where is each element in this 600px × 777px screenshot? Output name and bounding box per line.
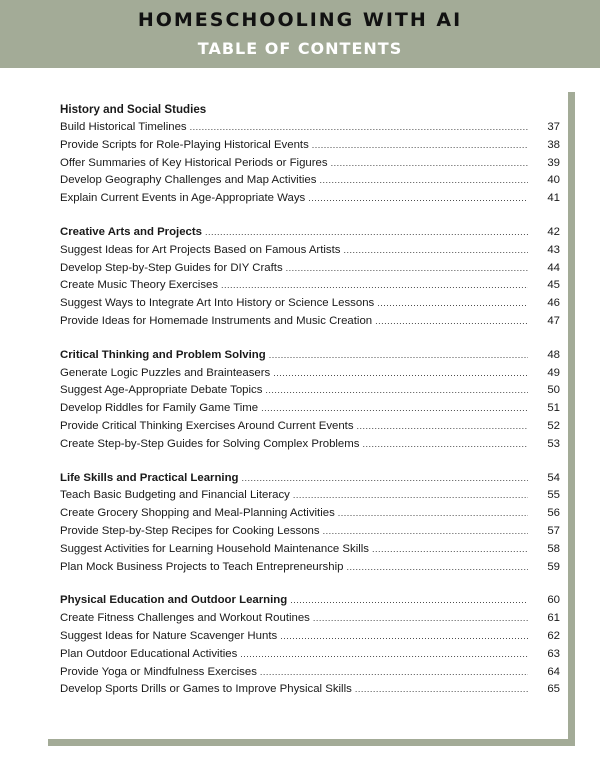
entry-title: Suggest Ways to Integrate Art Into History or Science Lessons: [60, 297, 375, 310]
page-number: 49: [547, 366, 560, 379]
entry-title: Build Historical Timelines: [60, 121, 187, 133]
table-of-contents: [60, 101, 560, 715]
page-number: 53: [547, 437, 560, 450]
entry-title: Teach Basic Budgeting and Financial Literacy: [60, 489, 290, 502]
toc-entry[interactable]: [60, 559, 560, 577]
toc-entry[interactable]: [60, 418, 560, 436]
entry-title: Suggest Activities for Learning Household Maintenance Skills: [60, 542, 369, 555]
dot-leader: [190, 119, 528, 137]
toc-section: [60, 470, 560, 577]
dot-leader: [205, 224, 528, 242]
page-shadow-right: [568, 92, 575, 746]
page-number: 57: [547, 524, 560, 537]
page-number: 55: [547, 489, 560, 502]
page-number: 40: [547, 174, 560, 187]
toc-entry[interactable]: [60, 295, 560, 313]
page-number: 47: [547, 314, 560, 327]
entry-title: Explain Current Events in Age-Appropriate Ways: [60, 192, 306, 205]
toc-entry[interactable]: [60, 628, 560, 646]
section-heading: Critical Thinking and Problem Solving: [60, 348, 266, 361]
page-number: 64: [547, 665, 560, 678]
dot-leader: [355, 681, 528, 699]
dot-leader: [312, 137, 528, 155]
entry-title: Create Music Theory Exercises: [60, 279, 219, 292]
page-shadow-bottom: [48, 739, 575, 746]
dot-leader: [240, 646, 528, 664]
document-title: HOMESCHOOLING WITH AI: [137, 9, 463, 31]
dot-leader: [290, 592, 528, 610]
dot-leader: [273, 365, 528, 383]
toc-entry[interactable]: [60, 155, 560, 173]
entry-title: Provide Step-by-Step Recipes for Cooking Lessons: [60, 524, 320, 537]
section-heading: Life Skills and Practical Learning: [60, 471, 239, 484]
page-number: 37: [547, 121, 560, 133]
document-subtitle: TABLE OF CONTENTS: [197, 39, 403, 58]
page-number: 56: [547, 507, 560, 520]
toc-entry[interactable]: [60, 646, 560, 664]
page-number: 52: [547, 419, 560, 432]
toc-section: [60, 101, 560, 208]
dot-leader: [293, 487, 528, 505]
toc-entry[interactable]: [60, 487, 560, 505]
entry-title: Generate Logic Puzzles and Brainteasers: [60, 366, 271, 379]
toc-entry[interactable]: [60, 313, 560, 331]
page-number: 45: [547, 279, 560, 292]
entry-title: Suggest Age-Appropriate Debate Topics: [60, 384, 263, 397]
toc-entry[interactable]: [60, 382, 560, 400]
dot-leader: [377, 295, 528, 313]
entry-title: Plan Outdoor Educational Activities: [60, 647, 238, 660]
toc-entry[interactable]: [60, 541, 560, 559]
toc-section: [60, 224, 560, 331]
dot-leader: [242, 470, 528, 488]
entry-title: Develop Riddles for Family Game Time: [60, 402, 259, 415]
dot-leader: [331, 155, 528, 173]
toc-entry[interactable]: [60, 119, 560, 137]
dot-leader: [261, 400, 528, 418]
page-number: 65: [547, 683, 560, 696]
page-number: 44: [547, 261, 560, 274]
toc-entry[interactable]: [60, 664, 560, 682]
dot-leader: [269, 347, 528, 365]
dot-leader: [280, 628, 528, 646]
entry-title: Offer Summaries of Key Historical Periods or Figures: [60, 156, 328, 169]
dot-leader: [343, 242, 528, 260]
page-number: 38: [547, 138, 560, 151]
dot-leader: [362, 436, 528, 454]
dot-leader: [221, 277, 528, 295]
entry-title: Create Grocery Shopping and Meal-Planning Activities: [60, 507, 335, 520]
toc-entry[interactable]: [60, 137, 560, 155]
entry-title: Suggest Ideas for Nature Scavenger Hunts: [60, 629, 278, 642]
dot-leader: [313, 610, 528, 628]
entry-title: Plan Mock Business Projects to Teach Entrepreneurship: [60, 560, 344, 573]
toc-section: [60, 592, 560, 699]
entry-title: Develop Step-by-Step Guides for DIY Crafts: [60, 261, 283, 274]
entry-title: Develop Geography Challenges and Map Activities: [60, 174, 317, 187]
page-number: 48: [547, 348, 560, 361]
dot-leader: [286, 260, 528, 278]
page-number: 42: [547, 225, 560, 238]
toc-entry[interactable]: [60, 365, 560, 383]
page-number: 41: [547, 192, 560, 205]
page-number: 54: [547, 471, 560, 484]
section-heading: Physical Education and Outdoor Learning: [60, 594, 288, 607]
dot-leader: [372, 541, 528, 559]
page-number: 60: [547, 594, 560, 607]
section-heading[interactable]: History and Social Studies: [60, 103, 207, 116]
dot-leader: [319, 172, 528, 190]
toc-entry[interactable]: [60, 436, 560, 454]
dot-leader: [338, 505, 528, 523]
dot-leader: [375, 313, 528, 331]
toc-entry[interactable]: [60, 172, 560, 190]
section-heading-entry[interactable]: [60, 224, 560, 242]
entry-title: Create Step-by-Step Guides for Solving Complex Problems: [60, 437, 360, 450]
page-number: 62: [547, 629, 560, 642]
page-number: 39: [547, 156, 560, 169]
entry-title: Suggest Ideas for Art Projects Based on Famous Artists: [60, 243, 341, 256]
toc-entry[interactable]: [60, 610, 560, 628]
dot-leader: [323, 523, 528, 541]
toc-entry[interactable]: [60, 681, 560, 699]
dot-leader: [308, 190, 528, 208]
section-heading-entry[interactable]: [60, 470, 560, 488]
header-banner: [0, 0, 600, 68]
entry-title: Develop Sports Drills or Games to Improve Physical Skills: [60, 683, 352, 696]
section-heading-entry[interactable]: [60, 347, 560, 365]
page-number: 63: [547, 647, 560, 660]
toc-entry[interactable]: [60, 400, 560, 418]
toc-entry[interactable]: [60, 505, 560, 523]
page-number: 50: [547, 384, 560, 397]
toc-entry[interactable]: [60, 277, 560, 295]
page-number: 46: [547, 297, 560, 310]
page-number: 43: [547, 243, 560, 256]
dot-leader: [357, 418, 528, 436]
entry-title: Provide Yoga or Mindfulness Exercises: [60, 665, 257, 678]
page-number: 51: [547, 402, 560, 415]
entry-title: Provide Ideas for Homemade Instruments and Music Creation: [60, 314, 373, 327]
section-heading-entry[interactable]: [60, 592, 560, 610]
page-number: 61: [547, 612, 560, 625]
dot-leader: [260, 664, 528, 682]
entry-title: Create Fitness Challenges and Workout Routines: [60, 612, 310, 625]
dot-leader: [346, 559, 528, 577]
toc-entry[interactable]: [60, 242, 560, 260]
dot-leader: [265, 382, 528, 400]
page-number: 58: [547, 542, 560, 555]
section-heading: Creative Arts and Projects: [60, 225, 203, 238]
toc-entry[interactable]: [60, 260, 560, 278]
toc-section: [60, 347, 560, 454]
entry-title: Provide Scripts for Role-Playing Historical Events: [60, 138, 309, 151]
toc-page: [40, 84, 568, 739]
toc-entry[interactable]: [60, 190, 560, 208]
entry-title: Provide Critical Thinking Exercises Around Current Events: [60, 419, 354, 432]
page-number: 59: [547, 560, 560, 573]
toc-entry[interactable]: [60, 523, 560, 541]
